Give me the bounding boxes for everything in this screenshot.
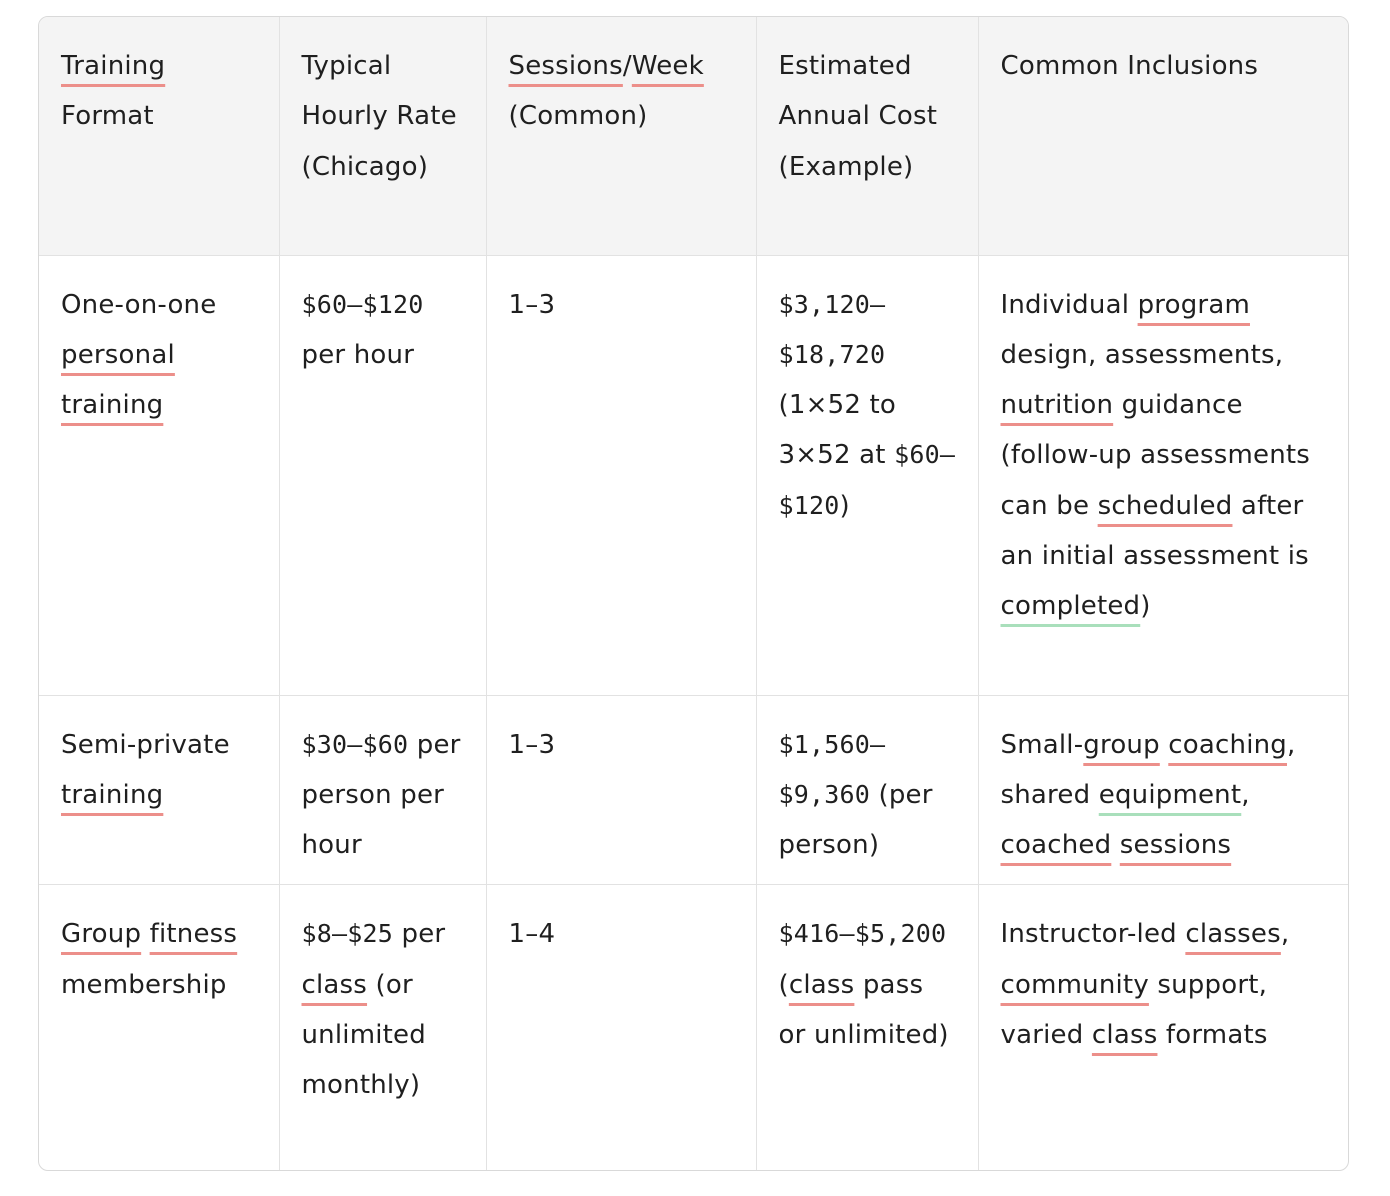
- cell-text: after an initial assessment is: [1000, 490, 1309, 571]
- price-text: $8–$25: [301, 919, 394, 949]
- header-text: Format: [61, 101, 154, 132]
- cell-text: (per person): [778, 779, 933, 861]
- table-row: [39, 695, 1348, 885]
- cell-rate: [279, 695, 486, 885]
- price-text: $60–$120: [778, 440, 956, 520]
- header-row: [39, 17, 1348, 255]
- training-cost-table: [39, 17, 1348, 1170]
- price-text: $3,120–$18,720: [778, 289, 886, 369]
- price-text: $416–$5,200: [778, 919, 947, 949]
- spellcheck-word: Training: [61, 51, 166, 81]
- header-sessions-week: [486, 17, 756, 255]
- header-common-inclusions: Common Inclusions: [978, 17, 1348, 255]
- spellcheck-word: scheduled: [1097, 490, 1233, 521]
- cell-format: [39, 885, 279, 1170]
- cell-text: Semi-private: [61, 729, 230, 760]
- cell-text: One-on-one: [61, 289, 217, 320]
- cell-text: per person per hour: [301, 729, 461, 861]
- cell-text: (1×52 to 3×52 at: [778, 390, 897, 471]
- cell-inclusions: [978, 885, 1348, 1170]
- header-hourly-rate: Typical Hourly Rate (Chicago): [279, 17, 486, 255]
- header-training-format: [39, 17, 279, 255]
- cell-text: per: [401, 919, 446, 950]
- spellcheck-word: personal: [61, 339, 175, 370]
- cell-sessions: 1–4: [486, 885, 756, 1170]
- header-text: /: [622, 51, 632, 81]
- table-row: [39, 255, 1348, 695]
- table-body: [39, 255, 1348, 1170]
- spellcheck-word: coached: [1000, 830, 1112, 861]
- spellcheck-word: classes: [1185, 919, 1281, 950]
- spellcheck-word: class: [788, 969, 855, 1000]
- header-text: (Common): [508, 101, 648, 132]
- grammar-word: completed: [1000, 591, 1141, 622]
- grammar-word: equipment: [1098, 779, 1242, 810]
- cell-rate: [279, 255, 486, 695]
- cell-text: Individual: [1000, 289, 1138, 320]
- cell-text: ): [1140, 591, 1151, 622]
- cell-text: formats: [1157, 1019, 1268, 1050]
- price-text: $30–$60: [301, 729, 409, 759]
- spellcheck-word: class: [1091, 1019, 1158, 1050]
- cell-format: [39, 255, 279, 695]
- cell-text: design, assessments,: [1000, 339, 1284, 370]
- cell-cost: [756, 255, 978, 695]
- cell-sessions: 1–3: [486, 255, 756, 695]
- header-annual-cost: Estimated Annual Cost (Example): [756, 17, 978, 255]
- price-text: $1,560–: [778, 729, 886, 759]
- cell-text: [1160, 730, 1168, 760]
- spellcheck-word: Week: [631, 51, 704, 81]
- cell-text: support, varied: [1000, 969, 1268, 1050]
- spellcheck-word: class: [301, 969, 368, 1000]
- spellcheck-word: community: [1000, 969, 1149, 1000]
- spellcheck-word: group: [1083, 729, 1160, 760]
- cell-text: ,: [1241, 779, 1250, 810]
- cell-text: , shared: [1000, 729, 1296, 810]
- spellcheck-word: Group: [61, 919, 142, 950]
- cell-text: (: [778, 969, 789, 1000]
- pricing-table-container: [38, 16, 1349, 1171]
- cell-cost: [756, 885, 978, 1170]
- spellcheck-word: sessions: [1119, 830, 1232, 861]
- cell-text: pass or unlimited): [778, 969, 949, 1050]
- cell-text: (or unlimited monthly): [301, 969, 426, 1101]
- cell-text: ): [839, 490, 850, 521]
- cell-inclusions: [978, 695, 1348, 885]
- cell-cost: [756, 695, 978, 885]
- spellcheck-word: training: [61, 390, 164, 421]
- price-text: $60–$120: [301, 289, 424, 319]
- table-row: [39, 885, 1348, 1170]
- spellcheck-word: program: [1137, 289, 1250, 320]
- cell-inclusions: [978, 255, 1348, 695]
- cell-format: [39, 695, 279, 885]
- spellcheck-word: training: [61, 779, 164, 810]
- spellcheck-word: nutrition: [1000, 390, 1114, 421]
- spellcheck-word: fitness: [149, 919, 238, 950]
- cell-text: [1111, 830, 1119, 860]
- price-text: $9,360: [778, 779, 871, 809]
- spellcheck-word: Sessions: [508, 51, 623, 81]
- cell-text: membership: [61, 969, 227, 1000]
- cell-sessions: 1–3: [486, 695, 756, 885]
- cell-text: ,: [1280, 919, 1290, 950]
- cell-rate: [279, 885, 486, 1170]
- cell-text: Small-: [1000, 729, 1084, 760]
- table-header: [39, 17, 1348, 255]
- cell-text: guidance (follow-up assessments can be: [1000, 390, 1311, 521]
- spellcheck-word: coaching: [1168, 729, 1287, 760]
- cell-text: Instructor-led: [1000, 919, 1186, 950]
- cell-text: per hour: [301, 339, 415, 370]
